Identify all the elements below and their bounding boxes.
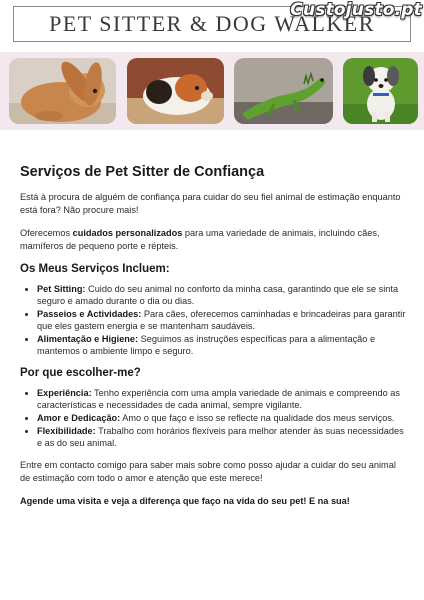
list-item-text: Trabalho com horários flexíveis para melhor atender às suas necessidades e as do seu animal. [37,426,404,448]
list-item-term: Alimentação e Higiene: [37,334,139,344]
intro-paragraph: Está à procura de alguém de confiança para cuidar do seu fiel animal de estimação enquanto está fora? Não procure mais! [20,192,401,215]
page-title: PET SITTER & DOG WALKER [49,11,375,36]
list-item [37,333,406,357]
list-item [37,387,406,411]
list-item-term: Amor e Dedicação: [37,413,121,423]
why-list [20,387,406,449]
list-item [37,425,406,449]
list-item-text: Seguimos as instruções específicas para a alimentação e mantemos o ambiente limpo e seguro. [37,334,376,356]
list-item-term: Passeios e Actividades: [37,309,142,319]
list-item-term: Experiência: [37,388,92,398]
contact-paragraph: Entre em contacto comigo para saber mais sobre como posso ajudar a cuidar do seu animal de estimação com todo o amor e atenção que este merece! [20,460,396,483]
closing-line: Agende uma visita e veja a diferença que faço na vida do seu pet! E na sua! [20,496,350,506]
offer-suffix: para uma variedade de animais, incluindo cães, mamíferos de pequeno porte e répteis. [20,228,380,251]
offer-prefix: Oferecemos [20,228,73,238]
list-item-text: Para cães, oferecemos caminhadas e brincadeiras para garantir que eles gastem energia e se mantenham saudáveis. [37,309,406,331]
list-item-text: Amo o que faço e isso se reflecte na qualidade dos meus serviços. [120,413,395,423]
puppy-photo [343,58,418,124]
why-heading: Por que escolher-me? [20,367,141,379]
list-item [37,308,406,332]
main-content [20,164,406,518]
list-item [37,283,406,307]
list-item-text: Tenho experiência com uma ampla variedade de animais e compreendo as características e necessidades de cada animal, sempre vigilante. [37,388,400,410]
services-heading: Os Meus Serviços Incluem: [20,263,170,275]
guinea-pig-photo [127,58,224,124]
services-list [20,283,406,357]
rabbit-photo [9,58,116,124]
list-item-term: Flexibilidade: [37,426,96,436]
main-heading: Serviços de Pet Sitter de Confiança [20,164,265,180]
list-item-term: Pet Sitting: [37,284,86,294]
iguana-photo [234,58,333,124]
offer-bold: cuidados personalizados [72,228,183,238]
watermark-logo: Custojusto.pt [290,0,422,20]
photo-strip [0,52,424,130]
list-item [37,412,406,424]
offer-paragraph [20,227,406,253]
list-item-text: Cuido do seu animal no conforto da minha casa, garantindo que ele se sinta seguro e amado durante o dia ou dias. [37,284,399,306]
